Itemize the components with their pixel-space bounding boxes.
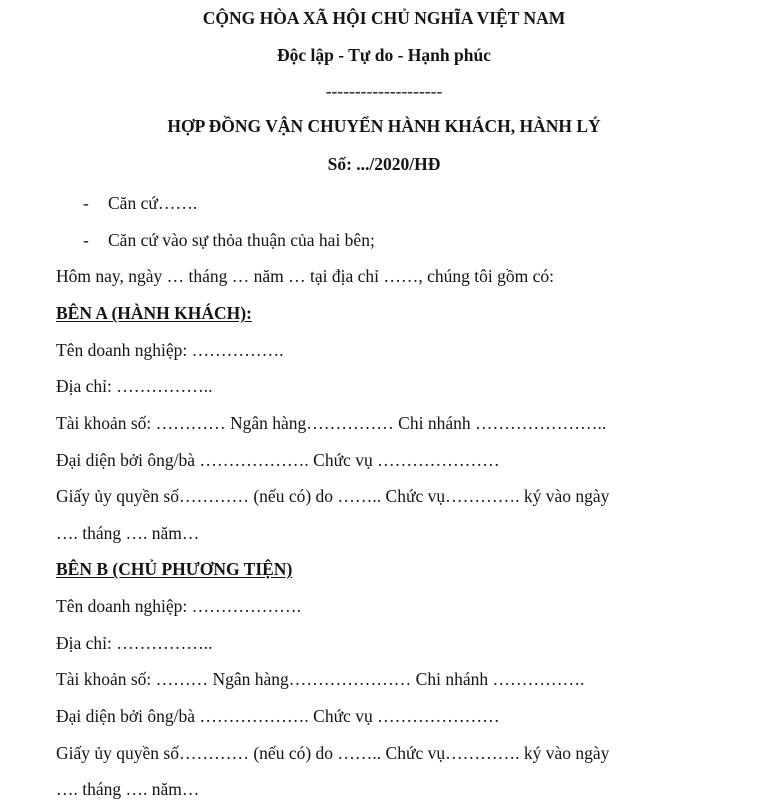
party-b-address: Địa chỉ: ……………..: [56, 633, 213, 653]
party-a-representative: Đại diện bởi ông/bà ………………. Chức vụ …………………: [56, 450, 500, 470]
header-separator: --------------------: [325, 81, 443, 101]
bullet-dash: -: [83, 193, 89, 213]
basis-item-1: Căn cứ…….: [108, 193, 198, 213]
intro-paragraph: Hôm nay, ngày … tháng … năm … tại địa chỉ ……, chúng tôi gồm có:: [56, 266, 555, 286]
party-b-authorization-date: …. tháng …. năm…: [56, 779, 200, 799]
contract-number: Số: .../2020/HĐ: [327, 154, 441, 174]
party-b-representative: Đại diện bởi ông/bà ………………. Chức vụ …………………: [56, 706, 500, 726]
bullet-dash: -: [83, 230, 89, 250]
party-a-account: Tài khoản số: ………… Ngân hàng…………… Chi nhánh …………………..: [56, 413, 607, 433]
contract-title: HỢP ĐỒNG VẬN CHUYỂN HÀNH KHÁCH, HÀNH LÝ: [167, 116, 601, 136]
national-motto: Độc lập - Tự do - Hạnh phúc: [277, 45, 491, 65]
party-a-company: Tên doanh nghiệp: …………….: [56, 340, 284, 360]
party-b-account: Tài khoản số: ……… Ngân hàng………………… Chi nhánh …………….: [56, 669, 585, 689]
party-a-address: Địa chỉ: ……………..: [56, 376, 213, 396]
party-a-authorization-date: …. tháng …. năm…: [56, 523, 200, 543]
party-b-heading: BÊN B (CHỦ PHƯƠNG TIỆN): [56, 559, 293, 579]
party-b-authorization: Giấy ủy quyền số………… (nếu có) do …….. Chức vụ…………. ký vào ngày: [56, 743, 610, 763]
basis-item-2: Căn cứ vào sự thỏa thuận của hai bên;: [108, 230, 375, 250]
party-a-heading: BÊN A (HÀNH KHÁCH):: [56, 303, 252, 323]
national-title: CỘNG HÒA XÃ HỘI CHỦ NGHĨA VIỆT NAM: [202, 8, 566, 28]
party-b-company: Tên doanh nghiệp: ……………….: [56, 596, 301, 616]
party-a-authorization: Giấy ủy quyền số………… (nếu có) do …….. Chức vụ…………. ký vào ngày: [56, 486, 610, 506]
